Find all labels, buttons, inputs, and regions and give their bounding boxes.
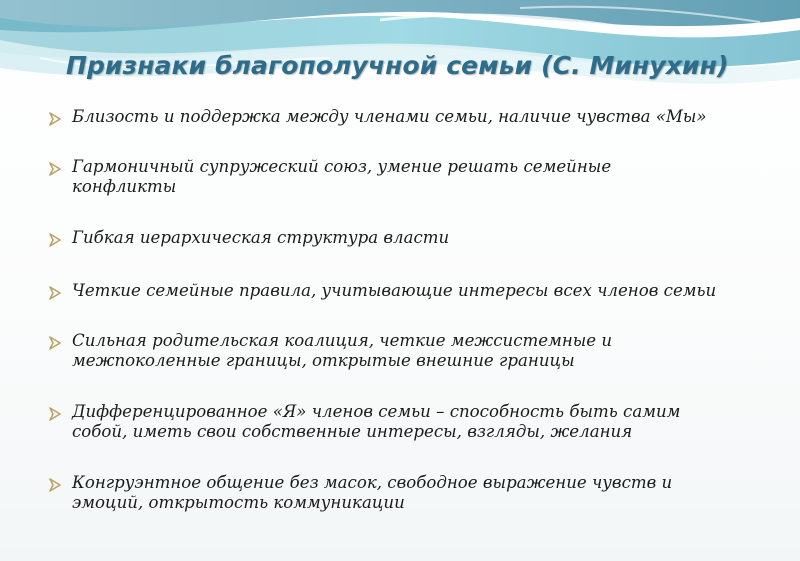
list-item-text: Близость и поддержка между членами семьи, наличие чувства «Мы» [72,107,707,126]
list-item-text: Гармоничный супружеский союз, умение решать семейные конфликты [72,157,612,196]
list-item-text: Сильная родительская коалиция, четкие межсистемные и межпоколенные границы, открытые внешние границы [72,331,613,370]
list-item-text: Конгруэнтное общение без масок, свободное выражение чувств и эмоций, открытость коммуникации [72,473,673,512]
chevron-arrow-icon [48,478,62,492]
list-item-text: Дифференцированное «Я» членов семьи – способность быть самим собой, иметь свои собственные интересы, взгляды, желания [72,402,681,441]
chevron-arrow-icon [48,233,62,247]
slide-title: Признаки благополучной семьи (С. Минухин) [66,51,729,80]
list-item-text: Четкие семейные правила, учитывающие интересы всех членов семьи [72,281,717,300]
list-item-text: Гибкая иерархическая структура власти [72,228,450,247]
chevron-arrow-icon [48,286,62,300]
chevron-arrow-icon [48,112,62,126]
chevron-arrow-icon [48,407,62,421]
chevron-arrow-icon [48,336,62,350]
chevron-arrow-icon [48,162,62,176]
